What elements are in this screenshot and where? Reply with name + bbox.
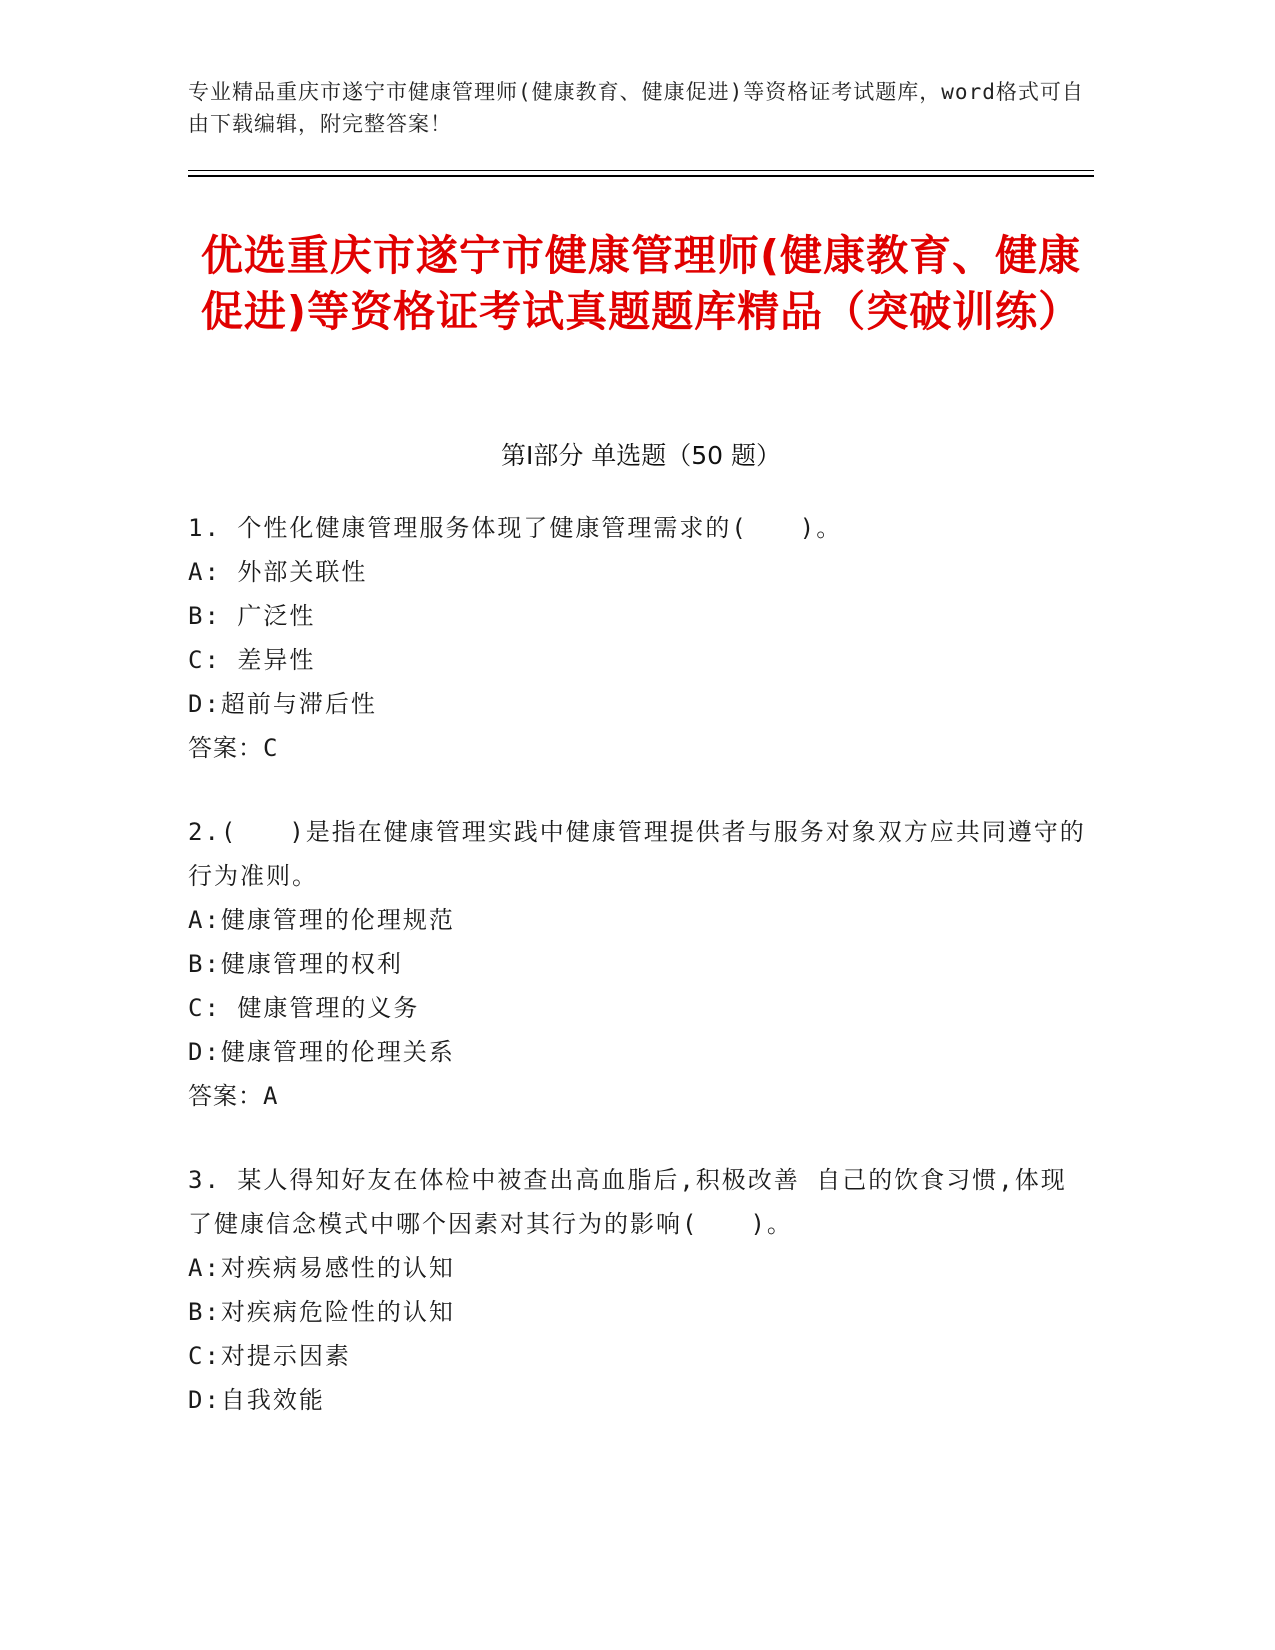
option-d: D:自我效能	[188, 1386, 325, 1414]
option-a: A:对疾病易感性的认知	[188, 1254, 455, 1282]
document-title: 优选重庆市遂宁市健康管理师(健康教育、健康促进)等资格证考试真题题库精品（突破训练）	[200, 231, 1082, 336]
header-note: 专业精品重庆市遂宁市健康管理师(健康教育、健康促进)等资格证考试题库，word格式可自由下载编辑，附完整答案！	[188, 80, 1084, 136]
option-b: B: 广泛性	[188, 602, 316, 630]
answer-label: 答案：	[188, 1082, 263, 1110]
option-c: C: 差异性	[188, 646, 316, 674]
option-c: C:对提示因素	[188, 1342, 351, 1370]
option-b: B:对疾病危险性的认知	[188, 1298, 455, 1326]
answer-value: A	[263, 1082, 279, 1110]
answer-value: C	[263, 734, 279, 762]
question-stem: 1. 个性化健康管理服务体现了健康管理需求的( )。	[188, 514, 843, 542]
option-a: A:健康管理的伦理规范	[188, 906, 455, 934]
answer-label: 答案：	[188, 734, 263, 762]
option-d: D:超前与滞后性	[188, 690, 377, 718]
answer-line	[188, 726, 1088, 770]
header-rule-top	[188, 170, 1094, 171]
option-c: C: 健康管理的义务	[188, 994, 420, 1022]
answer-line	[188, 1074, 1088, 1118]
question-1	[188, 506, 1088, 770]
option-b: B:健康管理的权利	[188, 950, 403, 978]
header-rule-bottom	[188, 175, 1094, 177]
section-heading: 第Ⅰ部分 单选题（50 题）	[500, 441, 782, 470]
option-a: A: 外部关联性	[188, 558, 368, 586]
question-2	[188, 810, 1088, 1118]
question-3	[188, 1158, 1088, 1422]
question-stem: 2.( )是指在健康管理实践中健康管理提供者与服务对象双方应共同遵守的行为准则。	[188, 818, 1086, 890]
question-stem: 3. 某人得知好友在体检中被查出高血脂后,积极改善 自己的饮食习惯,体现了健康信念模式中哪个因素对其行为的影响( )。	[188, 1166, 1067, 1238]
option-d: D:健康管理的伦理关系	[188, 1038, 455, 1066]
